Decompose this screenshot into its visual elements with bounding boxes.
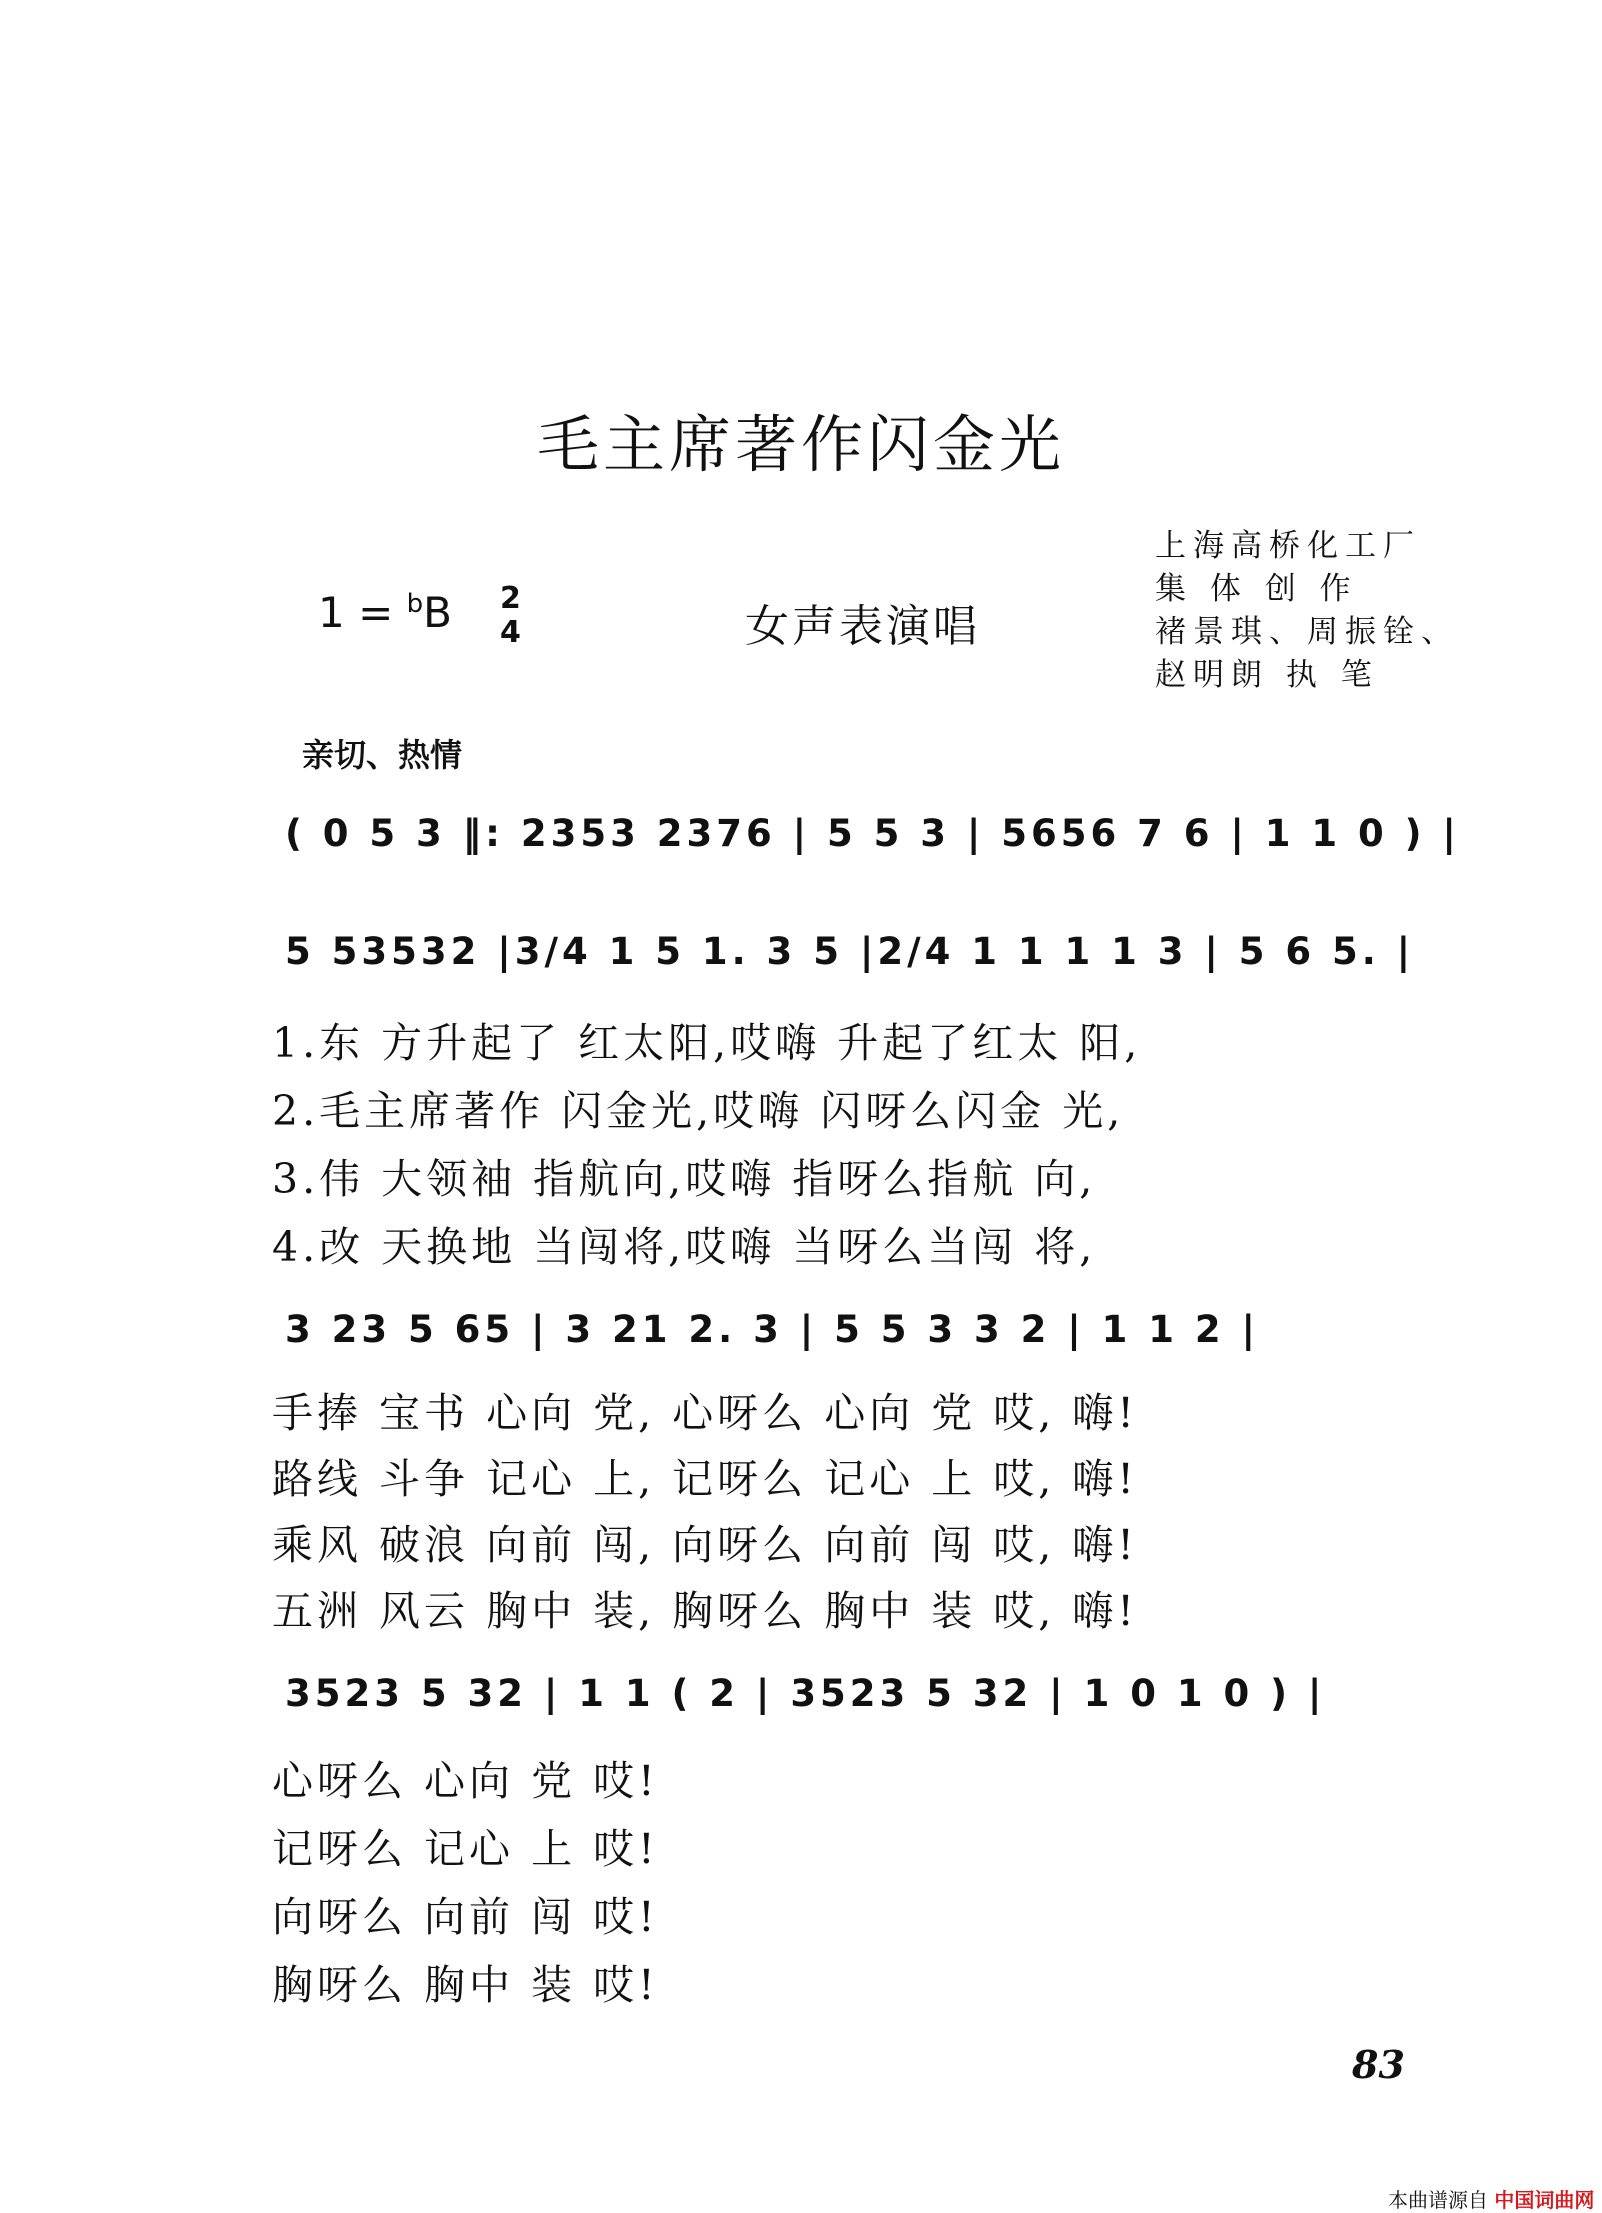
key-signature [318,588,452,637]
footer-prefix: 本曲谱源自 [1388,2188,1488,2212]
time-denominator: 4 [500,615,521,650]
music-line-2: 5 53532 |3/4 1 5 1. 3 5 |2/4 1 1 1 1 3 | 5 6 5. | [285,930,1415,973]
time-signature [500,582,521,650]
page-number: 83 [1352,2042,1405,2087]
lyric-line: 4.改 天换地 当闯将,哎嗨 当呀么当闯 将, [272,1223,1097,1271]
tempo-marking: 亲切、热情 [302,736,463,774]
flat-sign: b [406,589,424,619]
footer-site: 中国词曲网 [1494,2188,1595,2212]
song-title: 毛主席著作闪金光 [536,408,1065,481]
performer-label: 女声表演唱 [745,601,980,652]
lyric-line: 记呀么 记心 上 哎! [272,1825,659,1873]
music-line-4: 3523 5 32 | 1 1 ( 2 | 3523 5 32 | 1 0 1 0 ) | [285,1672,1326,1715]
credit-line: 上海高桥化工厂 [1155,528,1421,564]
lyric-line: 路线 斗争 记心 上, 记呀么 记心 上 哎, 嗨! [272,1455,1138,1503]
lyric-line: 乘风 破浪 向前 闯, 向呀么 向前 闯 哎, 嗨! [272,1521,1138,1569]
lyric-line: 五洲 风云 胸中 装, 胸呀么 胸中 装 哎, 嗨! [272,1587,1138,1635]
lyric-line: 向呀么 向前 闯 哎! [272,1893,659,1941]
music-line-3: 3 23 5 65 | 3 21 2. 3 | 5 5 3 3 2 | 1 1 2 | [285,1308,1260,1351]
music-line-1: ( 0 5 3 ‖: 2353 2376 | 5 5 3 | 5656 7 6 | 1 1 0 ) | [285,812,1460,855]
credits [1155,525,1459,697]
lyric-line: 3.伟 大领袖 指航向,哎嗨 指呀么指航 向, [272,1155,1097,1203]
key-note: B [423,588,452,637]
credit-line: 集 体 创 作 [1155,571,1358,607]
lyric-line: 心呀么 心向 党 哎! [272,1757,659,1805]
lyric-line: 手捧 宝书 心向 党, 心呀么 心向 党 哎, 嗨! [272,1389,1138,1437]
credit-line: 赵明朗 执 笔 [1155,657,1379,693]
key-prefix: 1 = [318,588,394,637]
lyric-line: 胸呀么 胸中 装 哎! [272,1961,659,2009]
lyric-line: 1.东 方升起了 红太阳,哎嗨 升起了红太 阳, [272,1019,1142,1067]
time-numerator: 2 [500,581,521,616]
lyric-line: 2.毛主席著作 闪金光,哎嗨 闪呀么闪金 光, [272,1087,1125,1135]
credit-line: 褚景琪、周振铨、 [1155,614,1459,650]
source-footer [1388,2184,1594,2213]
